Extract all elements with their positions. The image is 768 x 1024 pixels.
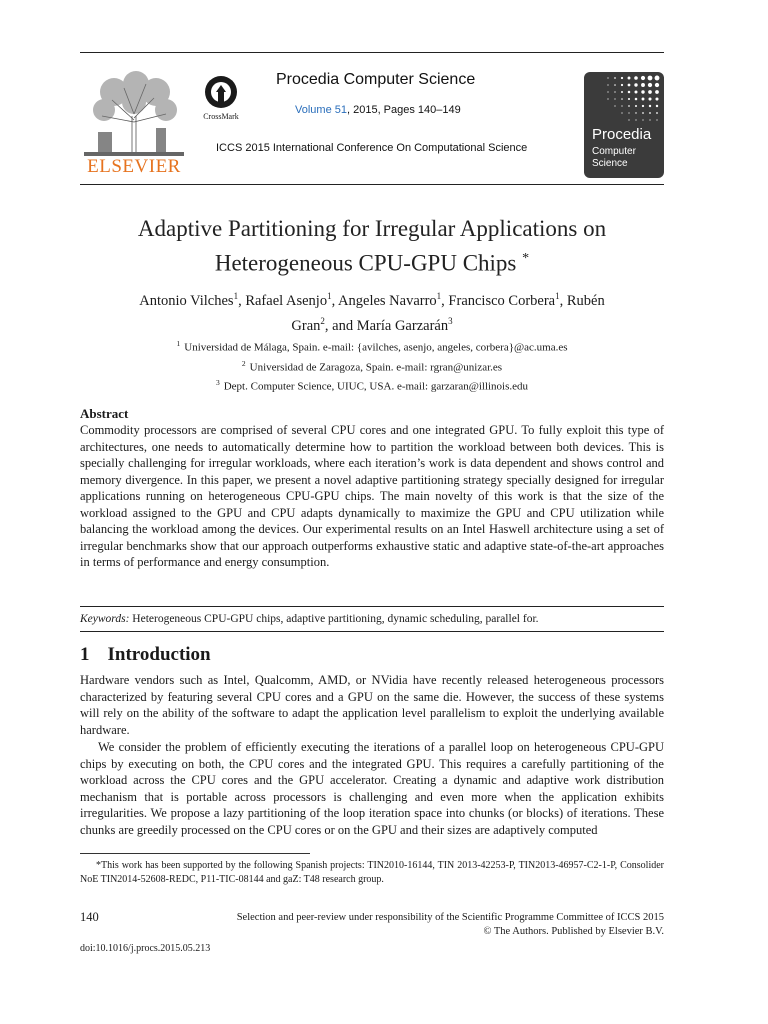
journal-name: Procedia Computer Science — [276, 71, 476, 88]
logo-dot — [655, 76, 660, 81]
affiliation-text: Universidad de Zaragoza, Spain. e-mail: rgran@unizar.es — [249, 361, 503, 374]
logo-dot — [649, 119, 650, 120]
author-name: Rafael Asenjo — [245, 292, 328, 309]
affiliation-line — [80, 356, 664, 376]
logo-dot — [634, 90, 637, 93]
author-name: Francisco Corbera — [448, 292, 556, 309]
logo-dot — [621, 98, 623, 100]
logo-dot — [614, 105, 615, 106]
author-name: Antonio Vilches — [139, 292, 234, 309]
logo-dot — [634, 83, 637, 86]
logo-dot — [607, 84, 608, 85]
affiliation-mark: 3 — [215, 378, 220, 388]
intro-paragraph-1: Hardware vendors such as Intel, Qualcomm, AMD, or NVidia have recently released heterogeneous processors characterized by featuring several CPU cores and a GPU on the same die. However, the success of these systems will rely on the ability of the software to adapt the application level parallelism to exploit the underlying available hardware. — [80, 673, 664, 737]
copyright-statement: © The Authors. Published by Elsevier B.V. — [483, 926, 664, 937]
logo-dot — [628, 91, 631, 94]
logo-dot — [607, 91, 608, 92]
logo-dot — [621, 105, 622, 106]
top-rule — [80, 52, 664, 53]
logo-dot — [649, 105, 651, 107]
logo-dot — [635, 98, 638, 101]
logo-dot — [648, 97, 651, 100]
logo-dot — [607, 77, 608, 78]
logo-dot — [621, 91, 623, 93]
affiliation-text: Universidad de Málaga, Spain. e-mail: {avilches, asenjo, angeles, corbera}@ac.uma.es — [184, 341, 568, 354]
logo-dot — [648, 90, 652, 94]
volume-link[interactable]: Volume 51 — [295, 104, 347, 116]
author-name: María Garzarán — [356, 317, 449, 334]
logo-dot — [614, 98, 615, 99]
procedia-logo-sub2: Science — [592, 158, 628, 169]
abstract-heading: Abstract — [80, 406, 129, 421]
keywords — [80, 612, 664, 627]
doi-link[interactable]: doi:10.1016/j.procs.2015.05.213 — [80, 943, 211, 954]
logo-dot — [628, 98, 630, 100]
intro-paragraph-2: We consider the problem of efficiently executing the iterations of a parallel loop on heterogeneous CPU-GPU chips by executing on both, the CPU cores and the integrated GPU. This requires a carefully partitioning of the workload across the CPU cores and the GPU accelerator. Creating a dynamic and adaptive work distribution mechanism that is portable across processors is challenging and even more when the application exhibits irregularities. We propose a lazy partitioning of the loop iteration space into chunks (or blocks) of iterations. These chunks are greedily processed on the CPU cores or on the GPU and their sizes are adaptively computed — [80, 740, 664, 837]
footnote-funding: *This work has been supported by the following Spanish projects: TIN2010-16144, TIN 2013-42253-P, TIN2013-46957-C2-1-P, Consolider NoE TIN2014-52608-REDC, P11-TIC-08144 and gaZ: T48 research group. — [80, 860, 664, 885]
section-heading-introduction — [80, 644, 211, 666]
logo-dot — [628, 77, 631, 80]
author-affiliation-mark: 1 — [327, 291, 332, 301]
logo-dot — [621, 77, 623, 79]
logo-dot — [655, 97, 658, 100]
title-line-2: Heterogeneous CPU-GPU Chips * — [214, 250, 530, 276]
author-affiliation-mark: 3 — [448, 315, 453, 326]
author-name: Gran — [291, 317, 321, 334]
keywords-list: Heterogeneous CPU-GPU chips, adaptive partitioning, dynamic scheduling, parallel for. — [132, 613, 539, 625]
author-name: Angeles Navarro — [338, 292, 437, 309]
paper-title — [80, 214, 664, 279]
logo-dot — [642, 119, 643, 120]
author-list — [80, 286, 664, 336]
affiliation-line — [80, 375, 664, 395]
logo-dot — [649, 112, 651, 114]
logo-dot — [656, 119, 657, 120]
author-affiliation-mark: 2 — [320, 315, 325, 326]
logo-dot — [648, 83, 652, 87]
author-affiliation-mark: 1 — [555, 291, 560, 301]
logo-dot — [628, 119, 629, 120]
footnote-rule — [80, 853, 310, 854]
logo-dot — [635, 112, 636, 113]
logo-dot — [635, 119, 636, 120]
peer-review-statement: Selection and peer-review under responsibility of the Scientific Programme Committee of ICCS 2015 — [236, 912, 664, 923]
procedia-logo — [584, 72, 664, 178]
affiliation-text: Dept. Computer Science, UIUC, USA. e-mail: garzaran@illinois.edu — [223, 380, 529, 393]
conference-name: ICCS 2015 International Conference On Computational Science — [216, 142, 528, 154]
logo-dot — [642, 105, 644, 107]
logo-dot — [614, 77, 616, 79]
logo-dot — [641, 83, 645, 87]
logo-dot — [642, 112, 644, 114]
authors-line-1: Antonio Vilches$^1$, Rafael Asenjo$^1$, Angeles Navarro$^1$, Francisco Corbera$^1$, Rubén — [139, 291, 605, 309]
procedia-dots-icon — [584, 72, 664, 128]
title-line-1: Adaptive Partitioning for Irregular Applications on — [137, 216, 607, 241]
logo-dot — [656, 105, 658, 107]
logo-dot — [621, 112, 622, 113]
logo-dot — [628, 84, 631, 87]
affiliation-line — [80, 336, 664, 356]
author-affiliation-mark: 1 — [233, 291, 239, 301]
logo-dot — [635, 105, 637, 107]
procedia-logo-sub1: Computer — [592, 146, 636, 157]
logo-dot — [634, 76, 638, 80]
affiliations — [80, 336, 664, 395]
title-footnote-mark[interactable]: * — [522, 251, 530, 266]
elsevier-wordmark: ELSEVIER — [87, 156, 181, 177]
page-number: 140 — [80, 910, 99, 924]
logo-dot — [655, 90, 659, 94]
logo-dot — [614, 91, 615, 92]
logo-dot — [655, 83, 659, 87]
author-name: Rubén — [566, 292, 605, 309]
affiliation-mark: 1 — [176, 339, 181, 348]
logo-dot — [648, 76, 653, 81]
logo-dot — [656, 112, 658, 114]
affiliation-mark: 2 — [241, 358, 246, 368]
header-rule — [80, 184, 664, 185]
procedia-logo-title: Procedia — [592, 126, 652, 143]
author-affiliation-mark: 1 — [436, 291, 442, 301]
logo-dot — [621, 84, 623, 86]
section-number: 1 — [80, 644, 90, 665]
abstract-rule-bottom — [80, 631, 664, 632]
keywords-label: Keywords: — [80, 613, 130, 625]
abstract-body: Commodity processors are comprised of several CPU cores and one integrated GPU. To fully exploit this type of architectures, one needs to automatically determine how to partition the workload between both devices. This is specially challenging for irregular workloads, where each iteration’s work is data dependent and shows control and memory divergence. In this paper, we present a novel adaptive partitioning strategy specially designed for irregular applications running on heterogeneous CPU-GPU chips. The main novelty of this work is that the size of the workload assigned to the GPU and CPU adapts dynamically to maximize the GPU and CPU utilization while balancing the workload among the devices. Our experimental results on an Intel Haswell architecture using a set of irregular benchmarks show that our approach outperforms exhaustive static and adaptive state-of-the-art approaches in terms of performance and energy consumption. — [80, 423, 664, 569]
logo-dot — [641, 90, 644, 93]
volume-pages: , 2015, Pages 140–149 — [346, 104, 461, 116]
logo-dot — [642, 98, 645, 101]
volume-line — [295, 104, 461, 116]
authors-line-2: Gran$^2$, and María Garzarán$^3$ — [291, 315, 453, 334]
logo-dot — [628, 105, 630, 107]
abstract-rule-top — [80, 606, 664, 607]
section-title: Introduction — [107, 644, 211, 665]
crossmark-label: CrossMark — [203, 112, 239, 121]
logo-dot — [614, 84, 616, 86]
logo-dot — [641, 76, 645, 80]
elsevier-tree-logo — [84, 70, 184, 156]
logo-dot — [607, 98, 608, 99]
logo-dot — [628, 112, 629, 113]
